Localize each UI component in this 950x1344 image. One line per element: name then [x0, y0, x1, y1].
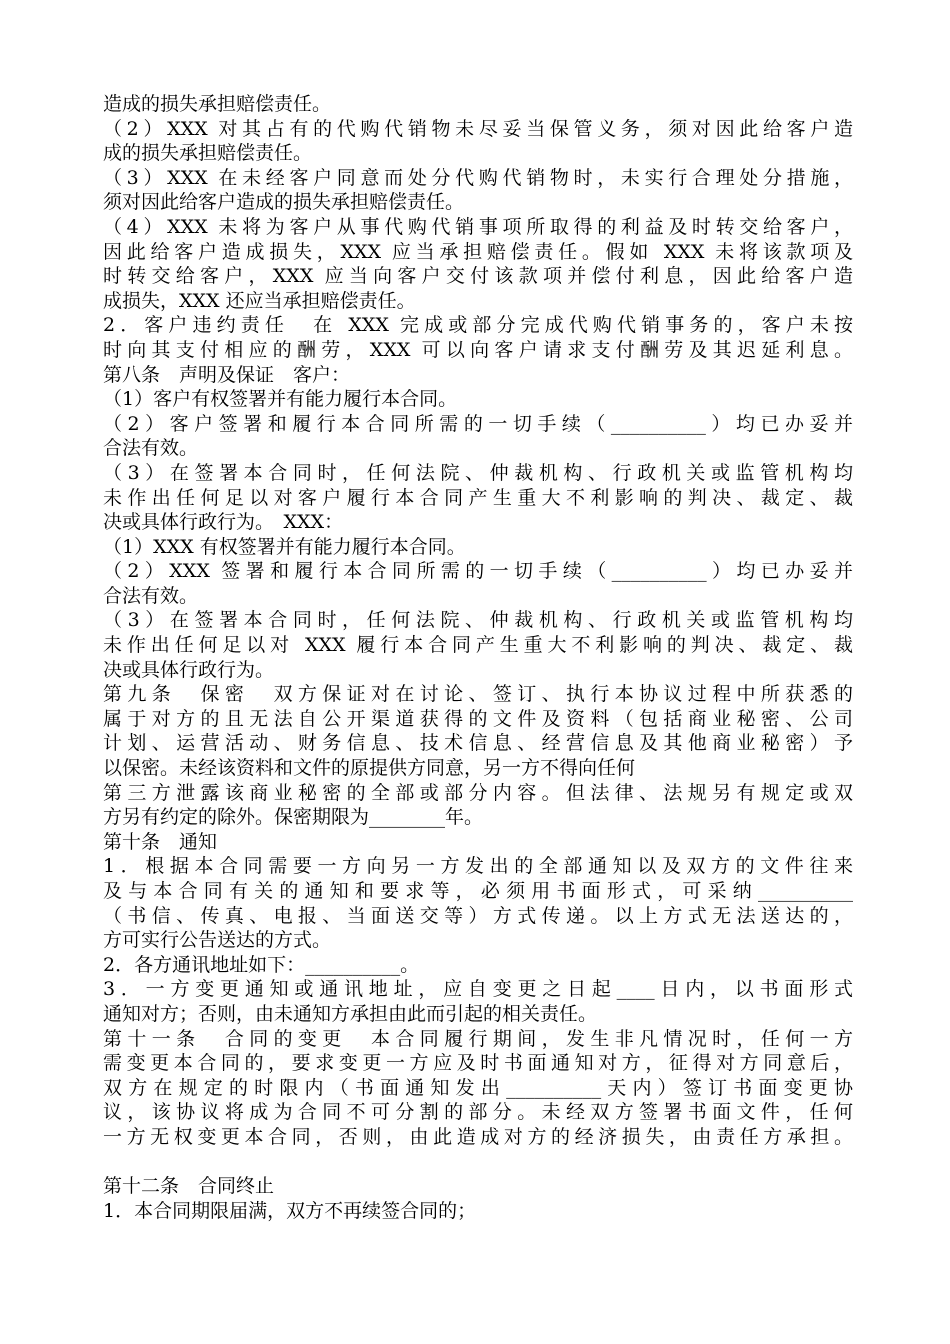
section-heading: 第十一条 合同的变更 本合同履行期间，发生非凡情况时，任何一方 [103, 1027, 853, 1050]
text-line: 2．各方通讯地址如下：__________。 [103, 953, 420, 976]
text-line: 因此给客户造成损失，XXX 应当承担赔偿责任。假如 XXX 未将该款项及 [103, 240, 853, 263]
text-line: 决或具体行政行为。 [103, 658, 275, 681]
text-line: 2．客户违约责任 在 XXX 完成或部分完成代购代销事务的，客户未按 [103, 314, 853, 337]
text-line: 未作出任何足以对客户履行本合同产生重大不利影响的判决、裁定、裁 [103, 486, 853, 509]
blank-line [103, 1150, 853, 1175]
text-line: 议，该协议将成为合同不可分割的部分。未经双方签署书面文件，任何 [103, 1101, 853, 1124]
text-line: （4）XXX 未将为客户从事代购代销事项所取得的利益及时转交给客户， [103, 215, 853, 238]
text-line: 需变更本合同的，要求变更一方应及时书面通知对方，征得对方同意后， [103, 1052, 853, 1075]
text-line: 第三方泄露该商业秘密的全部或部分内容。但法律、法规另有规定或双 [103, 781, 853, 804]
text-line: 及与本合同有关的通知和要求等，必须用书面形式，可采纳__________ [103, 880, 853, 902]
text-line: 1．本合同期限届满，双方不再续签合同的； [103, 1199, 477, 1222]
text-line: （3）XXX 在未经客户同意而处分代购代销物时，未实行合理处分措施， [103, 166, 853, 189]
text-line: 以保密。未经该资料和文件的原提供方同意，另一方不得向任何 [103, 757, 636, 780]
text-line: （1）XXX 有权签署并有能力履行本合同。 [103, 535, 466, 558]
text-line: 属于对方的且无法自公开渠道获得的文件及资料（包括商业秘密、公司 [103, 707, 853, 730]
text-line: 合法有效。 [103, 584, 199, 607]
text-line: 计划、运营活动、财务信息、技术信息、经营信息及其他商业秘密）予 [103, 732, 853, 755]
text-line: （3）在签署本合同时，任何法院、仲裁机构、行政机关或监管机构均 [103, 461, 853, 484]
text-line: （书信、传真、电报、当面送交等）方式传递。以上方式无法送达的， [103, 904, 853, 927]
text-line: 须对因此给客户造成的损失承担赔偿责任。 [103, 191, 465, 214]
text-line: 造成的损失承担赔偿责任。 [103, 93, 332, 115]
section-heading: 第十条 通知 [103, 830, 218, 853]
section-heading: 第八条 声明及保证 客户： [103, 363, 351, 386]
text-line: （2）客户签署和履行本合同所需的一切手续（__________）均已办妥并 [103, 412, 853, 435]
text-line: 方可实行公告送达的方式。 [103, 929, 332, 952]
section-heading: 第十二条 合同终止 [103, 1175, 275, 1198]
text-line: 成损失，XXX 还应当承担赔偿责任。 [103, 289, 416, 312]
text-line: 一方无权变更本合同，否则，由此造成对方的经济损失，由责任方承担。 [103, 1125, 853, 1148]
text-line: 合法有效。 [103, 437, 199, 460]
contract-body [103, 92, 853, 1223]
text-line: 3．一方变更通知或通讯地址，应自变更之日起____日内，以书面形式 [103, 978, 853, 1001]
text-line: 通知对方；否则，由未通知方承担由此而引起的相关责任。 [103, 1002, 598, 1025]
text-line: 方另有约定的除外。保密期限为________年。 [103, 806, 484, 829]
text-line: 1．根据本合同需要一方向另一方发出的全部通知以及双方的文件往来 [103, 855, 853, 878]
text-line: 双方在规定的时限内（书面通知发出__________天内）签订书面变更协 [103, 1076, 853, 1099]
text-line: （1）客户有权签署并有能力履行本合同。 [103, 388, 458, 411]
text-line: 决或具体行政行为。 XXX： [103, 511, 344, 534]
text-line: （3）在签署本合同时，任何法院、仲裁机构、行政机关或监管机构均 [103, 609, 853, 632]
section-heading: 第九条 保密 双方保证对在讨论、签订、执行本协议过程中所获悉的 [103, 683, 853, 706]
text-line: （2）XXX 签署和履行本合同所需的一切手续（__________）均已办妥并 [103, 560, 853, 583]
text-line: 时向其支付相应的酬劳，XXX 可以向客户请求支付酬劳及其迟延利息。 [103, 338, 853, 361]
text-line: （2）XXX 对其占有的代购代销物未尽妥当保管义务，须对因此给客户造 [103, 117, 853, 140]
text-line: 成的损失承担赔偿责任。 [103, 142, 313, 165]
text-line: 未作出任何足以对 XXX 履行本合同产生重大不利影响的判决、裁定、裁 [103, 634, 853, 657]
text-line: 时转交给客户，XXX 应当向客户交付该款项并偿付利息，因此给客户造 [103, 265, 853, 288]
